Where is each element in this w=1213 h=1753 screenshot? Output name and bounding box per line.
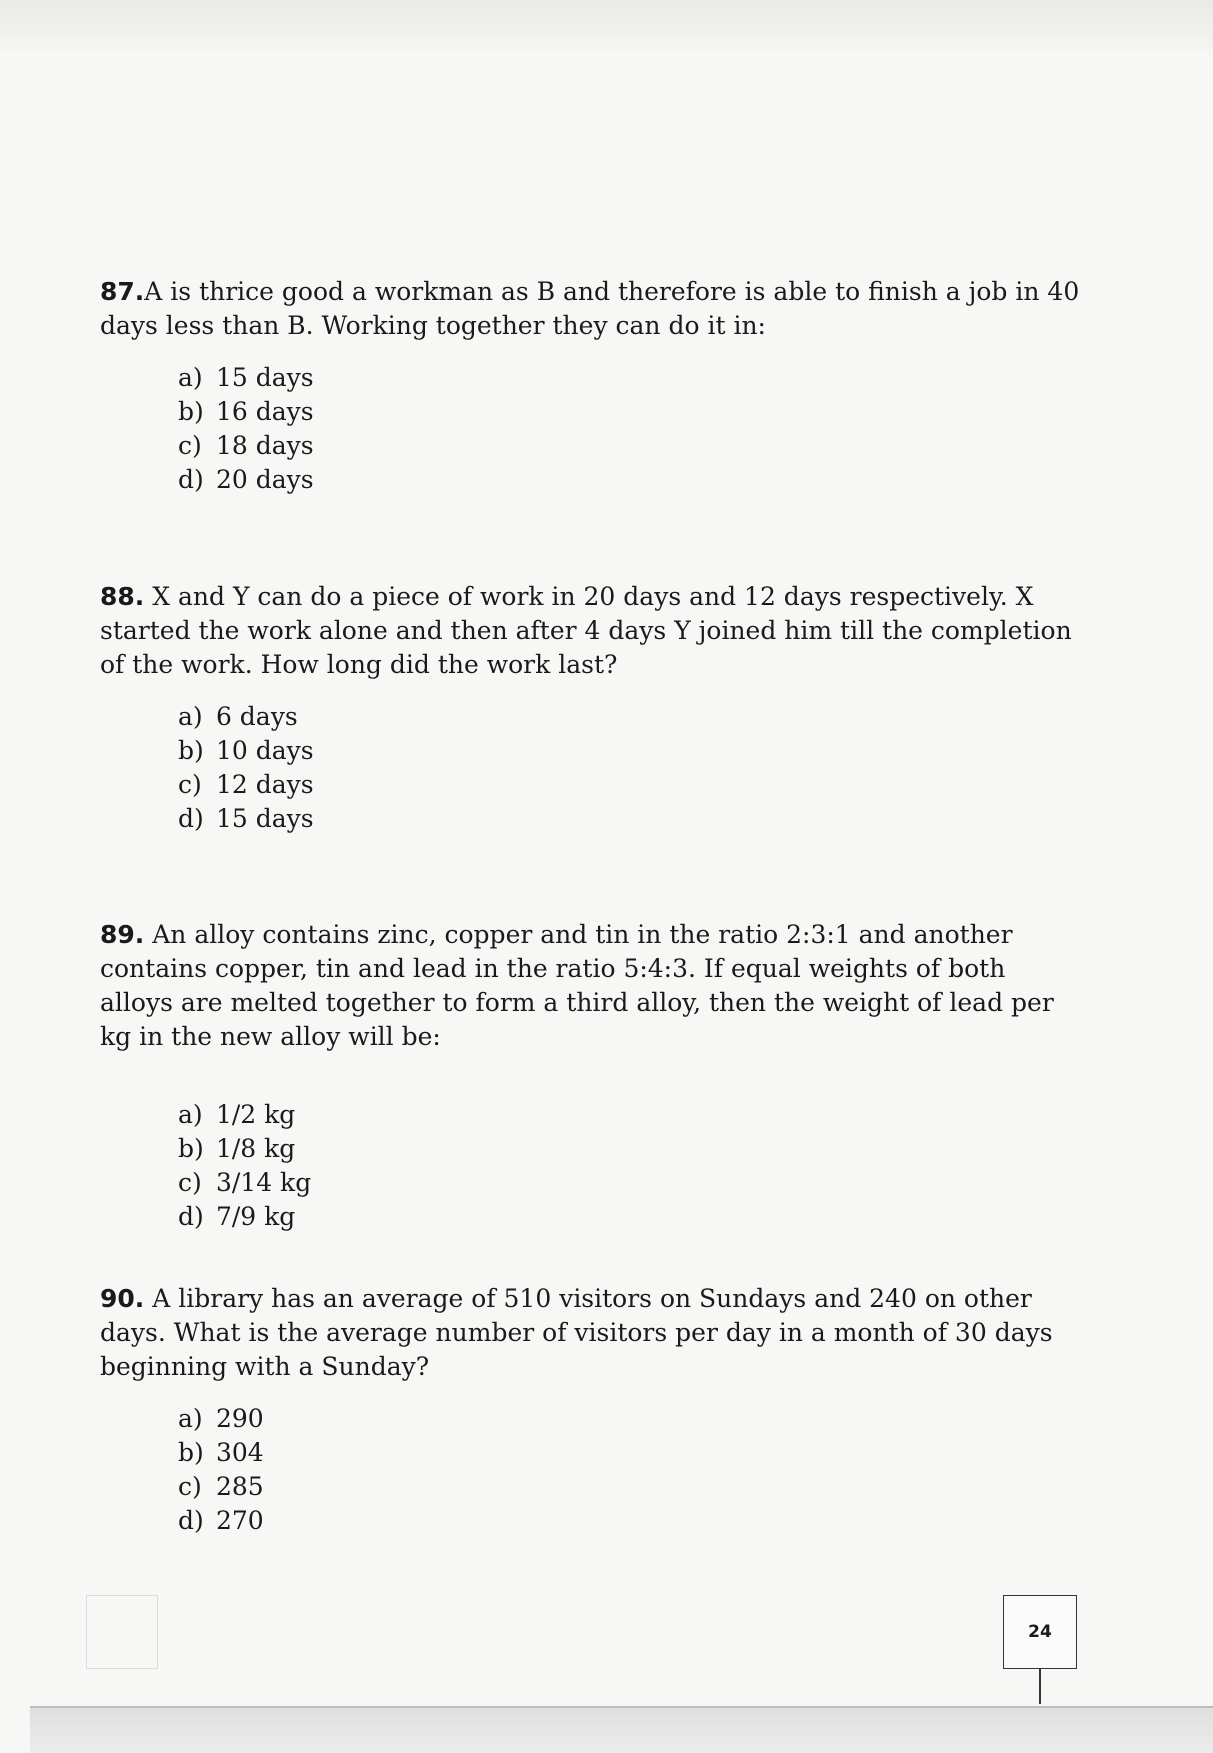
- question-text: X and Y can do a piece of work in 20 days and 12 days respectively. X started the work alone and then after 4 days Y joined him till the completion of the work. How long did the work last?: [100, 582, 1072, 679]
- question-number: 90.: [100, 1284, 145, 1313]
- question-90: [100, 1282, 1080, 1538]
- question-stem: [100, 580, 1080, 682]
- page-number-tick: [1039, 1668, 1041, 1704]
- option-a: a) 290: [178, 1404, 264, 1433]
- question-stem: [100, 918, 1080, 1054]
- option-b: b) 10 days: [178, 736, 314, 765]
- scan-bottom-edge: [30, 1706, 1213, 1753]
- option-c: c) 285: [178, 1472, 264, 1501]
- option-a: a) 15 days: [178, 363, 314, 392]
- option-b: b) 304: [178, 1438, 264, 1467]
- option-d: d) 15 days: [178, 804, 314, 833]
- option-d: d) 270: [178, 1506, 264, 1535]
- question-87: [100, 275, 1080, 497]
- page-number: 24: [1028, 1622, 1052, 1642]
- question-text: A is thrice good a workman as B and therefore is able to finish a job in 40 days less than B. Working together they can do it in:: [100, 277, 1080, 340]
- options-list: [178, 700, 1080, 836]
- option-c: c) 12 days: [178, 770, 314, 799]
- question-text: A library has an average of 510 visitors on Sundays and 240 on other days. What is the average number of visitors per day in a month of 30 days beginning with a Sunday?: [100, 1284, 1053, 1381]
- option-d: d) 7/9 kg: [178, 1202, 296, 1231]
- option-c: c) 18 days: [178, 431, 314, 460]
- options-list: [178, 1402, 1080, 1538]
- scan-top-edge: [0, 0, 1213, 50]
- option-a: a) 1/2 kg: [178, 1100, 296, 1129]
- question-number: 89.: [100, 920, 145, 949]
- question-stem: [100, 1282, 1080, 1384]
- options-list: [178, 1098, 1080, 1234]
- question-stem: [100, 275, 1080, 343]
- options-list: [178, 361, 1080, 497]
- option-a: a) 6 days: [178, 702, 298, 731]
- option-b: b) 1/8 kg: [178, 1134, 296, 1163]
- bleed-through-box: [86, 1595, 158, 1669]
- option-c: c) 3/14 kg: [178, 1168, 312, 1197]
- question-text: An alloy contains zinc, copper and tin in the ratio 2:3:1 and another contains copper, tin and lead in the ratio 5:4:3. If equal weights of both alloys are melted together to form a third alloy, then the weight of lead per kg in the new alloy will be:: [100, 920, 1054, 1051]
- page-number-box: [1003, 1595, 1077, 1669]
- question-89: [100, 918, 1080, 1234]
- option-b: b) 16 days: [178, 397, 314, 426]
- question-88: [100, 580, 1080, 836]
- option-d: d) 20 days: [178, 465, 314, 494]
- question-number: 88.: [100, 582, 145, 611]
- question-number: 87.: [100, 277, 145, 306]
